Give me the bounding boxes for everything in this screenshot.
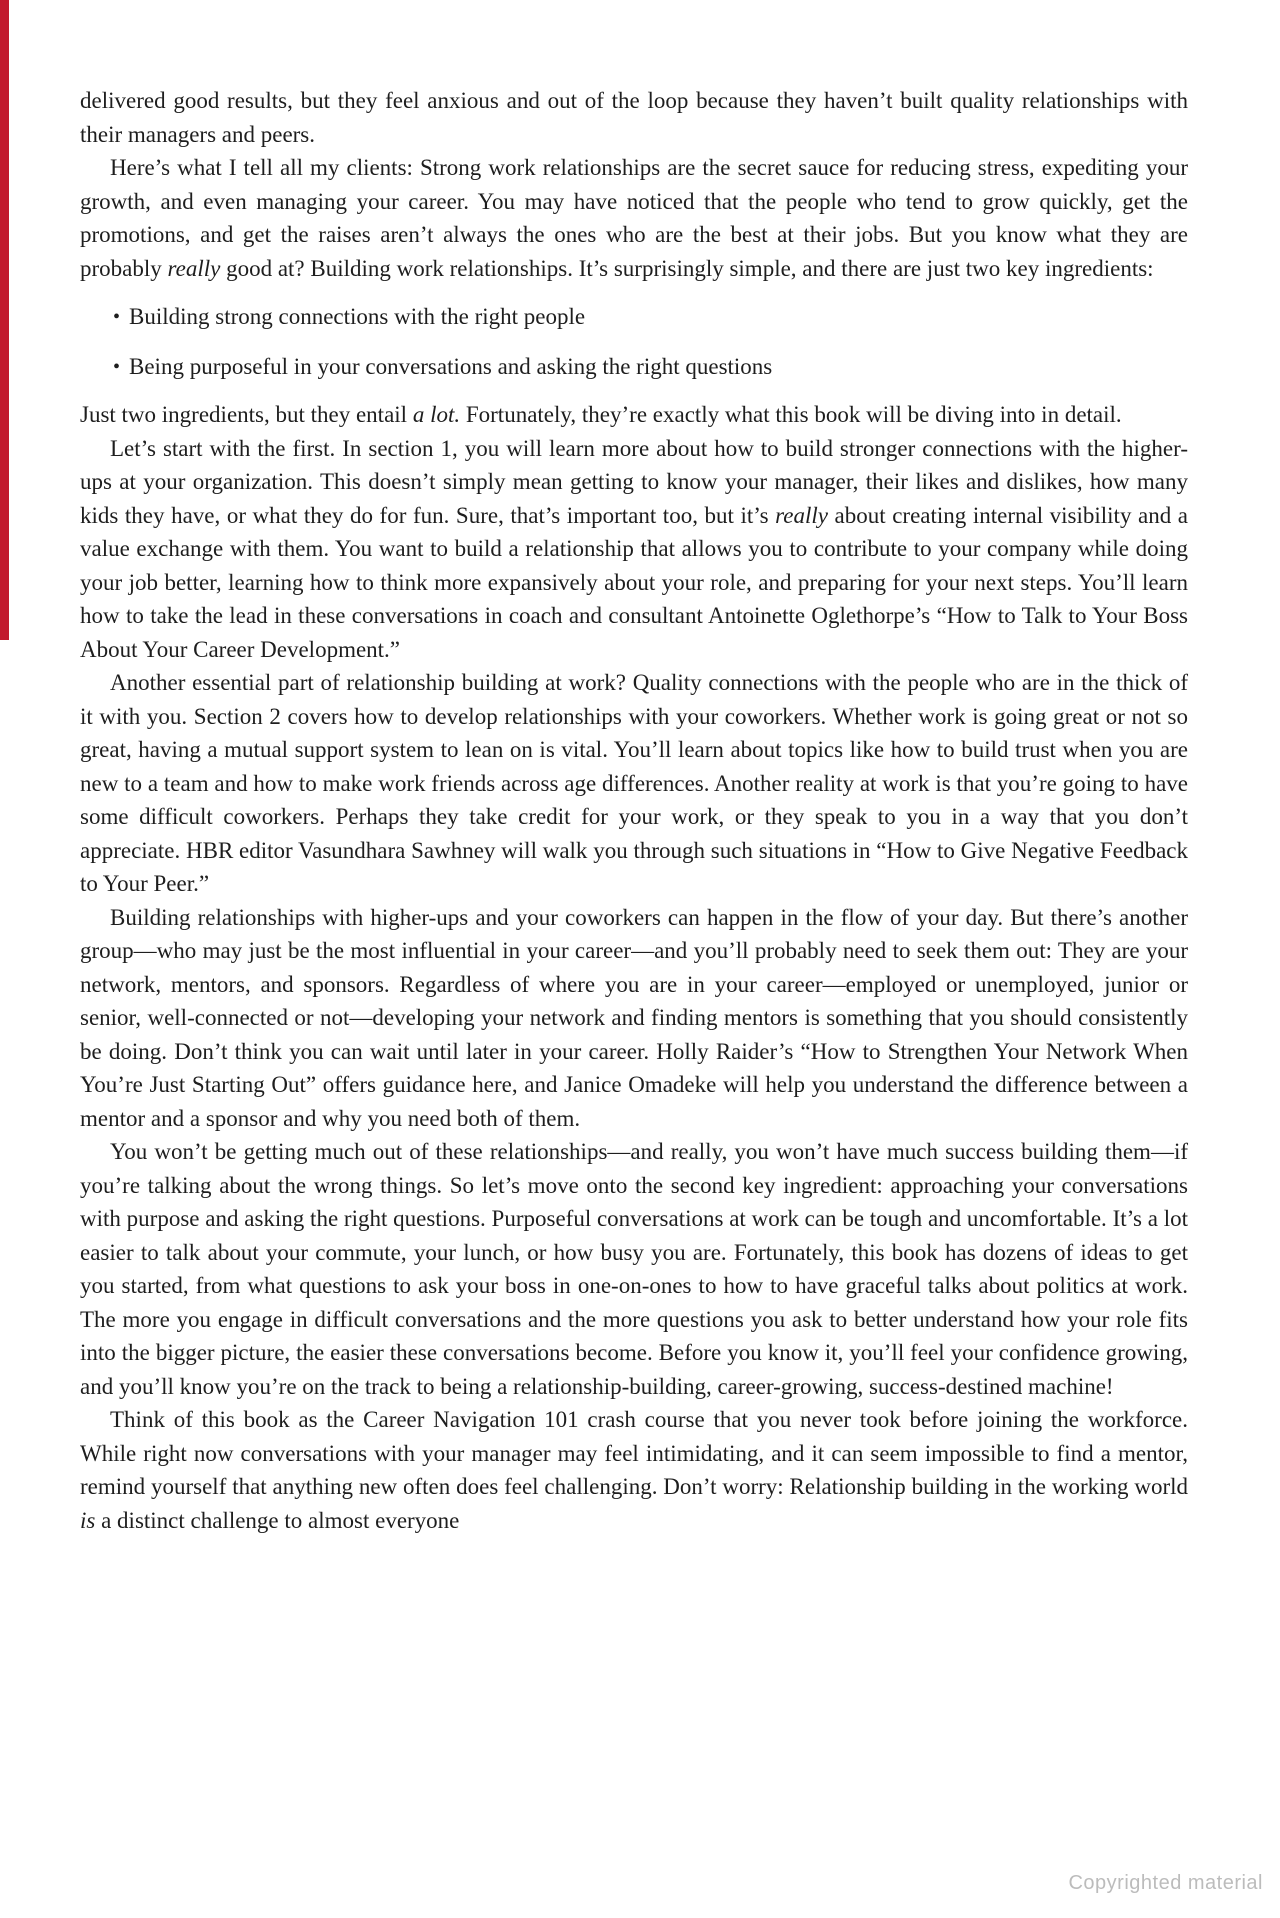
list-item: • Being purposeful in your conversations and asking the right questions: [113, 350, 1188, 384]
paragraph: Building relationships with higher-ups and your coworkers can happen in the flow of your day. But there’s another group—who may just be the most influential in your career—and you’ll probably need to seek them out: They are your network, mentors, and sponsors. Regardless of where you are in your career—employed or unemployed, junior or senior, well-connected or not—developing your network and finding mentors is something that you should consistently be doing. Don’t think you can wait until later in your career. Holly Raider’s “How to Strengthen Your Network When You’re Just Starting Out” offers guidance here, and Janice Omadeke will help you understand the difference between a mentor and a sponsor and why you need both of them.: [80, 904, 1188, 1131]
paragraph: Just two ingredients, but they entail a lot. Fortunately, they’re exactly what this book will be diving into in detail.: [80, 402, 1122, 427]
italic-text: really: [775, 502, 828, 528]
page-text-column: [80, 84, 1188, 1537]
bullet-list: [80, 300, 1188, 383]
paragraph: You won’t be getting much out of these relationships—and really, you won’t have much success building them—if you’re talking about the wrong things. So let’s move onto the second key ingredient: approaching your conversations with purpose and asking the right questions. Purposeful conversations at work can be tough and uncomfortable. It’s a lot easier to talk about your commute, your lunch, or how busy you are. Fortunately, this book has dozens of ideas to get you started, from what questions to ask your boss in one-on-ones to how to have graceful talks about politics at work. The more you engage in difficult conversations and the more questions you ask to better understand how your role fits into the bigger picture, the easier these conversations become. Before you know it, you’ll feel your confidence growing, and you’ll know you’re on the track to being a relationship-building, career-growing, success-destined machine!: [80, 1139, 1188, 1399]
paragraph: Another essential part of relationship building at work? Quality connections with the people who are in the thick of it with you. Section 2 covers how to develop relationships with your coworkers. Whether work is going great or not so great, having a mutual support system to lean on is vital. You’ll learn about topics like how to build trust when you are new to a team and how to make work friends across age differences. Another reality at work is that you’re going to have some difficult coworkers. Perhaps they take credit for your work, or they speak to you in a way that you don’t appreciate. HBR editor Vasundhara Sawhney will walk you through such situations in “How to Give Negative Feedback to Your Peer.”: [80, 670, 1188, 896]
paragraph: delivered good results, but they feel anxious and out of the loop because they haven’t built quality relationships with their managers and peers.: [80, 88, 1188, 147]
italic-text: is: [80, 1507, 96, 1533]
paragraph: Let’s start with the first. In section 1, you will learn more about how to build stronger connections with the higher-ups at your organization. This doesn’t simply mean getting to know your manager, their likes and dislikes, how many kids they have, or what they do for fun. Sure, that’s important too, but it’s really about creating internal visibility and a value exchange with them. You want to build a relationship that allows you to contribute to your company while doing your job better, learning how to think more expansively about your role, and preparing for your next steps. You’ll learn how to take the lead in these conversations in coach and consultant Antoinette Oglethorpe’s “How to Talk to Your Boss About Your Career Development.”: [80, 435, 1189, 662]
italic-text: really: [167, 255, 221, 281]
paragraph: Here’s what I tell all my clients: Strong work relationships are the secret sauce for reducing stress, expediting your growth, and even managing your career. You may have noticed that the people who tend to grow quickly, get the promotions, and get the raises aren’t always the ones who are the best at their jobs. But you know what they are probably really good at? Building work relationships. It’s surprisingly simple, and there are just two key ingredients:: [80, 155, 1188, 281]
italic-text: a lot.: [412, 402, 461, 427]
page-edge-artifact: [0, 0, 9, 640]
copyright-watermark: Copyrighted material: [1068, 1872, 1263, 1894]
list-item: • Building strong connections with the right people: [113, 300, 1188, 334]
paragraph: Think of this book as the Career Navigation 101 crash course that you never took before joining the workforce. While right now conversations with your manager may feel intimidating, and it can seem impossible to find a mentor, remind yourself that anything new often does feel challenging. Don’t worry: Relationship building in the working world is a distinct challenge to almost everyone: [80, 1407, 1188, 1533]
